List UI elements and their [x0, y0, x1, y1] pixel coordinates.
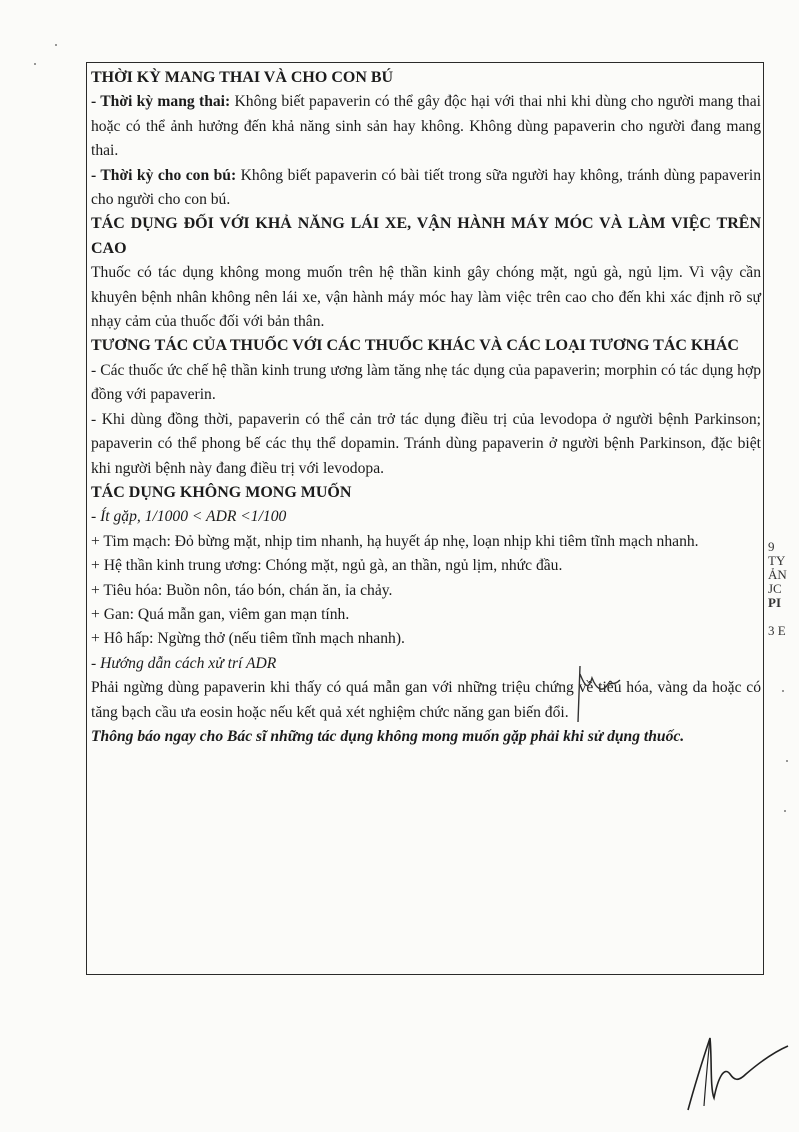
paragraph-interactions-2: - Khi dùng đồng thời, papaverin có thể cản trở tác dụng điều trị của levodopa ở người bệnh Parkinson; papaverin có thể phong bế các thụ thể dopamin. Tránh dùng papaverin ở người bệnh Parkinson, đặc biệt khi người bệnh này đang điều trị với levodopa. [91, 410, 761, 477]
margin-fragment: PI [768, 595, 781, 610]
scan-speck [782, 690, 784, 692]
paragraph-pregnancy [91, 90, 761, 163]
adr-guide-text: Phải ngừng dùng papaverin khi thấy có quá mẫn gan với những triệu chứng về tiêu hóa, vàng da hoặc có tăng bạch cầu ưa eosin hoặc nếu kết quả xét nghiệm chức năng gan biến đổi. [91, 679, 761, 721]
paragraph-breastfeeding [91, 164, 761, 213]
adverse-item-cardio: + Tim mạch: Đỏ bừng mặt, nhịp tim nhanh, hạ huyết áp nhẹ, loạn nhịp khi tiêm tĩnh mạch nhanh. [91, 532, 699, 550]
paragraph-driving: Thuốc có tác dụng không mong muốn trên hệ thần kinh gây chóng mặt, ngủ gà, ngủ lịm. Vì vậy cần khuyên bệnh nhân không nên lái xe, vận hành máy móc hay làm việc trên cao cho đến khi xác định rõ sự nhạy cảm của thuốc đối với bản thân. [91, 264, 761, 331]
document-content [91, 66, 761, 749]
margin-stamp-fragment [768, 540, 796, 638]
margin-fragment: JC [768, 581, 782, 596]
margin-fragment: ẢN [768, 567, 787, 582]
margin-fragment: TY [768, 553, 786, 568]
adverse-frequency: - Ít gặp, 1/1000 < ADR <1/100 [91, 508, 287, 526]
label-pregnancy: - Thời kỳ mang thai: [91, 93, 231, 111]
scan-speck [784, 810, 786, 812]
signature-mark [680, 1018, 790, 1118]
notice-text: Thông báo ngay cho Bác sĩ những tác dụng không mong muốn gặp phải khi sử dụng thuốc. [91, 727, 685, 745]
adr-guide-heading: - Hướng dẫn cách xử trí ADR [91, 654, 277, 672]
margin-fragment: 3 E [768, 623, 786, 638]
label-breastfeeding: - Thời kỳ cho con bú: [91, 166, 237, 184]
scan-speck [34, 63, 36, 65]
adverse-item-cns: + Hệ thần kinh trung ương: Chóng mặt, ngủ gà, an thần, ngủ lịm, nhức đầu. [91, 557, 563, 575]
margin-fragment: 9 [768, 540, 775, 554]
section-heading-adverse: TÁC DỤNG KHÔNG MONG MUỐN [91, 483, 352, 501]
adverse-item-digestive: + Tiêu hóa: Buồn nôn, táo bón, chán ăn, ỉa chảy. [91, 581, 393, 599]
text-pregnancy: Không biết papaverin có thể gây độc hại với thai nhi khi dùng cho người mang thai hoặc có thể ảnh hưởng đến khả năng sinh sản hay không. Không dùng papaverin cho người đang mang thai. [91, 93, 761, 160]
scan-speck [55, 44, 57, 46]
paragraph-interactions-1: - Các thuốc ức chế hệ thần kinh trung ương làm tăng nhẹ tác dụng của papaverin; morphin có tác dụng hợp đồng với papaverin. [91, 361, 761, 404]
section-heading-interactions: TƯƠNG TÁC CỦA THUỐC VỚI CÁC THUỐC KHÁC VÀ CÁC LOẠI TƯƠNG TÁC KHÁC [91, 337, 739, 355]
signature-mark-inline [568, 664, 638, 724]
section-heading-driving: TÁC DỤNG ĐỐI VỚI KHẢ NĂNG LÁI XE, VẬN HÀNH MÁY MÓC VÀ LÀM VIỆC TRÊN CAO [91, 215, 761, 257]
text-breastfeeding: Không biết papaverin có bài tiết trong sữa người hay không, tránh dùng papaverin cho người cho con bú. [91, 166, 761, 209]
scan-speck [786, 760, 788, 762]
section-heading-pregnancy: THỜI KỲ MANG THAI VÀ CHO CON BÚ [91, 69, 394, 86]
adverse-item-liver: + Gan: Quá mẫn gan, viêm gan mạn tính. [91, 605, 350, 623]
adverse-item-respiratory: + Hô hấp: Ngừng thở (nếu tiêm tĩnh mạch nhanh). [91, 630, 405, 648]
